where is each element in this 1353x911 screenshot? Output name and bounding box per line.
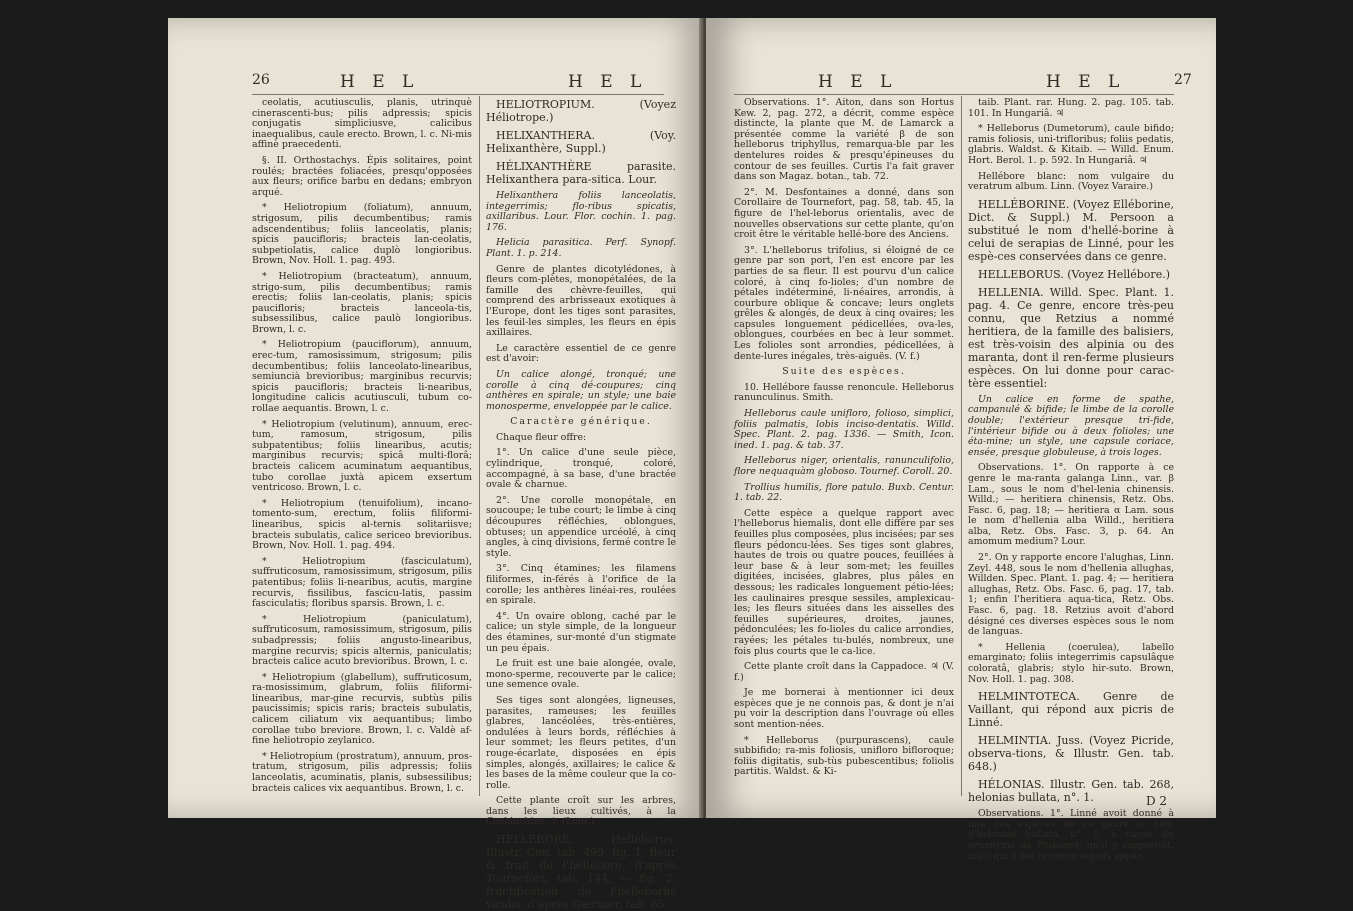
- right-running-head: [706, 72, 1216, 96]
- text-paragraph: * Heliotropium (bracteatum), annuum, strigo-sum, pilis decumbentibus; ramis erectis; foliis lan-ceolatis, planis; spicis paucifloris; bracteis lanceola-tis, subsessilibus, calice paulò longioribus. Brown, l. c.: [252, 270, 472, 335]
- text-paragraph: HELIOTROPIUM. (Voyez Héliotrope.): [486, 98, 676, 124]
- text-paragraph: Le caractère essentiel de ce genre est d'avoir:: [486, 342, 676, 365]
- left-column-2: [486, 98, 676, 911]
- text-paragraph: Caractère générique.: [510, 416, 652, 428]
- left-running-head: [168, 72, 704, 96]
- text-paragraph: 2°. M. Desfontaines a donné, dans son Corollaire de Tournefort, pag. 58, tab. 45, la figure de l'hel-leborus orientalis, avec de nouvelles observations sur cette plante, qu'on croit être le véritable hellé-bore des Anciens.: [734, 186, 954, 241]
- text-paragraph: Observations. 1°. On rapporte à ce genre le ma-ranta galanga Linn., var. β Lam., sous le nom d'hel-lenia chinensis. Willd.; — heritiera chinensis, Retz. Obs. Fasc. 6, pag. 18; — heritiera α Lam. sous le nom d'hellenia alba Willd., heritiera alba, Retz. Obs. Fasc. 3, p. 64. An amomum medium? Lour.: [968, 462, 1174, 548]
- text-paragraph: taib. Plant. rar. Hung. 2. pag. 105. tab. 101. In Hungariâ. ♃: [968, 97, 1174, 119]
- text-paragraph: Observations. 1°. Linné avoit donné à une des espèces de ce genre le nom d'helonias bullata, n°. 1, à cause du synonyme de Plukenet, qu'il y rapportoit, mais qui a été reconnu depuis appar-: [968, 808, 1174, 862]
- left-head-left: H E L: [340, 72, 420, 92]
- text-paragraph: Cette espèce a quelque rapport avec l'helleborus hiemalis, dont elle diffère par ses feuilles plus composées, plus incisées; par ses fleurs pédoncu-lées. Ses tiges sont glabres, hautes de trois ou quatre pouces, feuillées à leur base & à leur som-met; les feuilles digitées, incisées, glabres, plus pâles en dessous; les radicales longuement pétio-lées; les caulinaires presque sessiles, amplexicau-les; les fleurs situées dans les aisselles des feuilles supérieures, droites, jaunes, pédonculées; les fo-lioles du calice arrondies, rayées; les pétales tu-bulés, nombreux, une fois plus courts que le ca-lice.: [734, 507, 954, 657]
- text-paragraph: §. II. Orthostachys. Épis solitaires, point roulés; bractées foliacées, presqu'opposées aux fleurs; orifice barbu en dedans; embryon arqué.: [252, 154, 472, 198]
- text-paragraph: Suite des espèces.: [782, 366, 906, 378]
- text-paragraph: HELLEBORUS. (Voyez Hellébore.): [978, 267, 1170, 281]
- text-paragraph: HELLÉBORE. Helleborus. Illustr. Gen. tab. 499, fig. 1, fleur & fruit de l'hellébore, d'après Tournefort, tab. 144; — fig. 2, fructification de l'helleborus viridis, d'après Gærtner, tab. 65.: [486, 833, 676, 911]
- text-paragraph: * Heliotropium (velutinum), annuum, erec-tum, ramosum, strigosum, pilis subpatentibus; foliis linearibus, acutis; marginibus recurvis; spicâ multi-florâ; bracteis calicem acuminatum aequantibus, tubo corollae juxtà apicem exsertum ventricoso. Brown, l. c.: [252, 418, 472, 494]
- right-page-number: 27: [1174, 72, 1192, 88]
- left-page: [168, 18, 704, 911]
- text-paragraph: HÉLONIAS. Illustr. Gen. tab. 268, helonias bullata, n°. 1.: [968, 778, 1174, 805]
- text-paragraph: 3°. L'helleborus trifolius, si éloigné de ce genre par son port, l'en est encore par les parties de sa fleur. Il est pourvu d'un calice coloré, à cinq fo-lioles; d'un nombre de pétales indéterminé, li-néaires, arrondis, à courbure oblique & concave; leurs onglets grêles & alongés, de deux à cinq ovaires; les capsules longuement pédicellées, ova-les, oblongues, courbées en bec à leur sommet. Les folioles sont arrondies, pédicellées, à dente-lures inégales, très-aiguës. (V. f.): [734, 244, 954, 362]
- text-paragraph: Un calice en forme de spathe, campanulé & bifide; le limbe de la corolle double; l'extérieur presque tri-fide, l'intérieur bifide ou à deux folioles; une éta-mine; un style, une capsule coriace, ensée, presque globuleuse, à trois loges.: [968, 393, 1174, 458]
- text-paragraph: * Heliotropium (prostratum), annuum, pros-tratum, strigosum, pilis adpressis; foliis lanceolatis, acuminatis, planis, subsessilibus; bracteis calices vix aequantibus. Brown, l. c.: [252, 750, 472, 794]
- right-page: [706, 18, 1216, 862]
- right-column-1: [734, 98, 954, 798]
- right-head-left: H E L: [818, 72, 898, 92]
- text-paragraph: * Heliotropium (fasciculatum), suffruticosum, ramosissimum, strigosum, pilis patentibus; foliis li-nearibus, acutis, margine recurvis, fissilibus, fascicu-latis, passim fasciculatis; floribus sparsis. Brown, l. c.: [252, 555, 472, 610]
- left-page-number: 26: [252, 72, 270, 88]
- text-paragraph: Trollius humilis, flore patulo. Buxb. Centur. 1. tab. 22.: [734, 481, 954, 504]
- text-paragraph: HELLENIA. Willd. Spec. Plant. 1. pag. 4. Ce genre, encore très-peu connu, que Retzius a nommé heritiera, de la famille des balisiers, est très-voisin des alpinia ou des maranta, dont il ren-ferme plusieurs espèces. On lui donne pour carac-tère essentiel:: [968, 285, 1174, 390]
- text-paragraph: Chaque fleur offre:: [496, 431, 587, 443]
- text-paragraph: HELIXANTHERA. (Voy. Helixanthère, Suppl.): [486, 129, 676, 155]
- text-paragraph: Helixanthera foliis lanceolatis, integerrimis; flo-ribus spicatis, axillaribus. Lour. Flor. cochin. 1. pag. 176.: [486, 190, 676, 233]
- text-paragraph: Genre de plantes dicotylédones, à fleurs com-plètes, monopétalées, de la famille des chèvre-feuilles, qui comprend des arbrisseaux exotiques à l'Europe, dont les tiges sont parasites, les feuil-les simples, les fleurs en épis axillaires.: [486, 263, 676, 339]
- text-paragraph: Cette plante croît sur les arbres, dans les lieux cultivés, à la Cochinchine. ♄ (Lour.): [486, 795, 676, 828]
- text-paragraph: Cette plante croît dans la Cappadoce. ♃ (V. f.): [734, 661, 954, 683]
- signature-mark: D 2: [1146, 794, 1168, 808]
- right-column-divider: [961, 96, 962, 796]
- left-column-1: [252, 98, 472, 798]
- text-paragraph: Observations. 1°. Aiton, dans son Hortus Kew. 2, pag. 272, a décrit, comme espèce distincte, la plante que M. de Lamarck a présentée comme la variété β de son helleborus triphyllus, remarqua-ble par les dentelures roides & presqu'épineuses du contour de ses feuilles. Curtis l'a fait graver dans son Magaz. botan., tab. 72.: [734, 97, 954, 183]
- left-head-right: H E L: [568, 72, 648, 92]
- text-paragraph: * Heliotropium (foliatum), annuum, strigosum, pilis decumbentibus; ramis adscendentibus; foliis lanceolatis, planis; spicis paucifloris; bracteis lan-ceolatis, subpetiolatis, calice duplò longioribus. Brown, Nov. Holl. 1. pag. 493.: [252, 202, 472, 267]
- text-paragraph: 4°. Un ovaire oblong, caché par le calice; un style simple, de la longueur des étamines, sur-monté d'un stigmate un peu épais.: [486, 610, 676, 654]
- text-paragraph: Je me bornerai à mentionner ici deux espèces que je ne connois pas, & dont je n'ai pu voir la description dans l'ouvrage où elles sont mention-nées.: [734, 687, 954, 731]
- text-paragraph: Helleborus caule unifloro, folioso, simplici, foliis palmatis, lobis inciso-dentatis. Willd. Spec. Plant. 2. pag. 1336. — Smith, Icon. ined. 1. pag. & tab. 37.: [734, 408, 954, 451]
- text-paragraph: 2°. Une corolle monopétale, en soucoupe; le tube court; le limbe à cinq découpures réfléchies, oblongues, obtuses; un appendice urcéolé, à cinq angles, à cinq divisions, fermé contre le style.: [486, 494, 676, 559]
- text-paragraph: * Helleborus (purpurascens), caule subbifido; ra-mis foliosis, unifloro bifloroque; foliis digitatis, sub-tùs pubescentibus; foliolis partitis. Waldst. & Ki-: [734, 734, 954, 778]
- text-paragraph: 2°. On y rapporte encore l'alughas, Linn. Zeyl. 448, sous le nom d'hellenia allughas, Willden. Spec. Plant. 1. pag. 4; — heritiera allughas, Retz. Obs. Fasc. 6, pag. 17, tab. 1; enfin l'heritiera aqua-tica, Retz. Obs. Fasc. 6, pag. 18. Retzius avoit d'abord désigné ces diverses espèces sous le nom de languas.: [968, 552, 1174, 638]
- text-paragraph: Ses tiges sont alongées, ligneuses, parasites, rameuses; les feuilles glabres, lancéolées, très-entières, ondulées à leurs bords, réfléchies à leur sommet; les fleurs petites, d'un rouge-écarlate, disposées en épis simples, alongés, axillaires; le calice & les bases de la même couleur que la co-rolle.: [486, 694, 676, 791]
- text-paragraph: HELMINTIA. Juss. (Voyez Picride, observa-tions, & Illustr. Gen. tab. 648.): [968, 734, 1174, 774]
- text-paragraph: ceolatis, acutiusculis, planis, utrinquè cinerascenti-bus; pilis adpressis; spicis conjugatis simpliciusve, calicibus inaequalibus, caule erecto. Brown, l. c. Ni-mis affinè praecedenti.: [252, 97, 472, 151]
- text-paragraph: Hellébore blanc: nom vulgaire du veratrum album. Linn. (Voyez Varaire.): [968, 170, 1174, 193]
- left-header-rule: [252, 94, 664, 95]
- text-paragraph: HELLÉBORINE. (Voyez Elléborine, Dict. & Suppl.) M. Persoon a substitué le nom d'hellé-borine à celui de serapias de Linné, pour les espè-ces conservées dans ce genre.: [968, 197, 1174, 263]
- text-paragraph: 10. Hellébore fausse renoncule. Helleborus ranunculinus. Smith.: [734, 381, 954, 404]
- text-paragraph: 3°. Cinq étamines; les filamens filiformes, in-férés à l'orifice de la corolle; les anthères linéai-res, roulées en spirale.: [486, 563, 676, 607]
- text-paragraph: Un calice alongé, tronqué; une corolle à cinq dé-coupures; cinq anthères en spirale; un style; une baie monosperme, enveloppée par le calice.: [486, 368, 676, 412]
- right-header-rule: [734, 94, 1174, 95]
- left-column-divider: [479, 96, 480, 796]
- text-paragraph: * Heliotropium (tenuifolium), incano-tomento-sum, erectum, foliis filiformi-linearibus, spicis al-ternis solitariisve; bracteis subulatis, calice sericeo brevioribus. Brown, Nov. Holl. 1. pag. 494.: [252, 497, 472, 552]
- text-paragraph: * Heliotropium (pauciflorum), annuum, erec-tum, ramosissimum, strigosum; pilis decumbentibus; foliis lanceolato-linearibus, semiuncià brevioribus; marginibus recurvis; spicis paucifloris; bracteis li-nearibus, longitudine calicis acutiusculi, tubum co-rollae aequantis. Brown, l. c.: [252, 339, 472, 415]
- right-head-right: H E L: [1046, 72, 1126, 92]
- text-paragraph: HELMINTOTECA. Genre de Vaillant, qui répond aux picris de Linné.: [968, 690, 1174, 730]
- text-paragraph: * Helleborus (Dumetorum), caule bifido; ramis foliosis, uni-trifloribus; foliis pedatis, glabris. Waldst. & Kitaib. — Willd. Enum. Hort. Berol. 1. p. 592. In Hungariâ. ♃: [968, 123, 1174, 166]
- text-paragraph: Le fruit est une baie alongée, ovale, mono-sperme, recouverte par le calice; une semence ovale.: [486, 658, 676, 691]
- text-paragraph: Helleborus niger, orientalis, ranunculifolio, flore nequaquàm globoso. Tournef. Coroll. 20.: [734, 455, 954, 477]
- text-paragraph: * Heliotropium (paniculatum), suffruticosum, ramosissimum, strigosum, pilis subadpressis; foliis angusto-linearibus, margine recurvis; spicis alternis, paniculatis; bracteis calice acuto brevioribus. Brown, l. c.: [252, 613, 472, 668]
- text-paragraph: 1°. Un calice d'une seule pièce, cylindrique, tronqué, coloré, accompagné, à sa base, d'une bractée ovale & charnue.: [486, 447, 676, 491]
- text-paragraph: * Heliotropium (glabellum), suffruticosum, ra-mosissimum, glabrum, foliis filiformi-linearibus, mar-gine recurvis, subtùs pilis paucissimis; spicis raris; bracteis subulatis, calicem ciliatum vix aequantibus; limbo corollae tubo breviore. Brown, l. c. Valdè af-fine heliotropio zeylanico.: [252, 671, 472, 747]
- text-paragraph: Helicia parasitica. Perf. Synopf. Plant. 1. p. 214.: [486, 237, 676, 259]
- text-paragraph: HÉLIXANTHÈRE parasite. Helixanthera para-sitica. Lour.: [486, 160, 676, 186]
- text-paragraph: * Hellenia (coerulea), labello emarginato; foliis integerrimis capsulâque coloratâ, glabris; stylo hir-suto. Brown, Nov. Holl. 1. pag. 308.: [968, 641, 1174, 685]
